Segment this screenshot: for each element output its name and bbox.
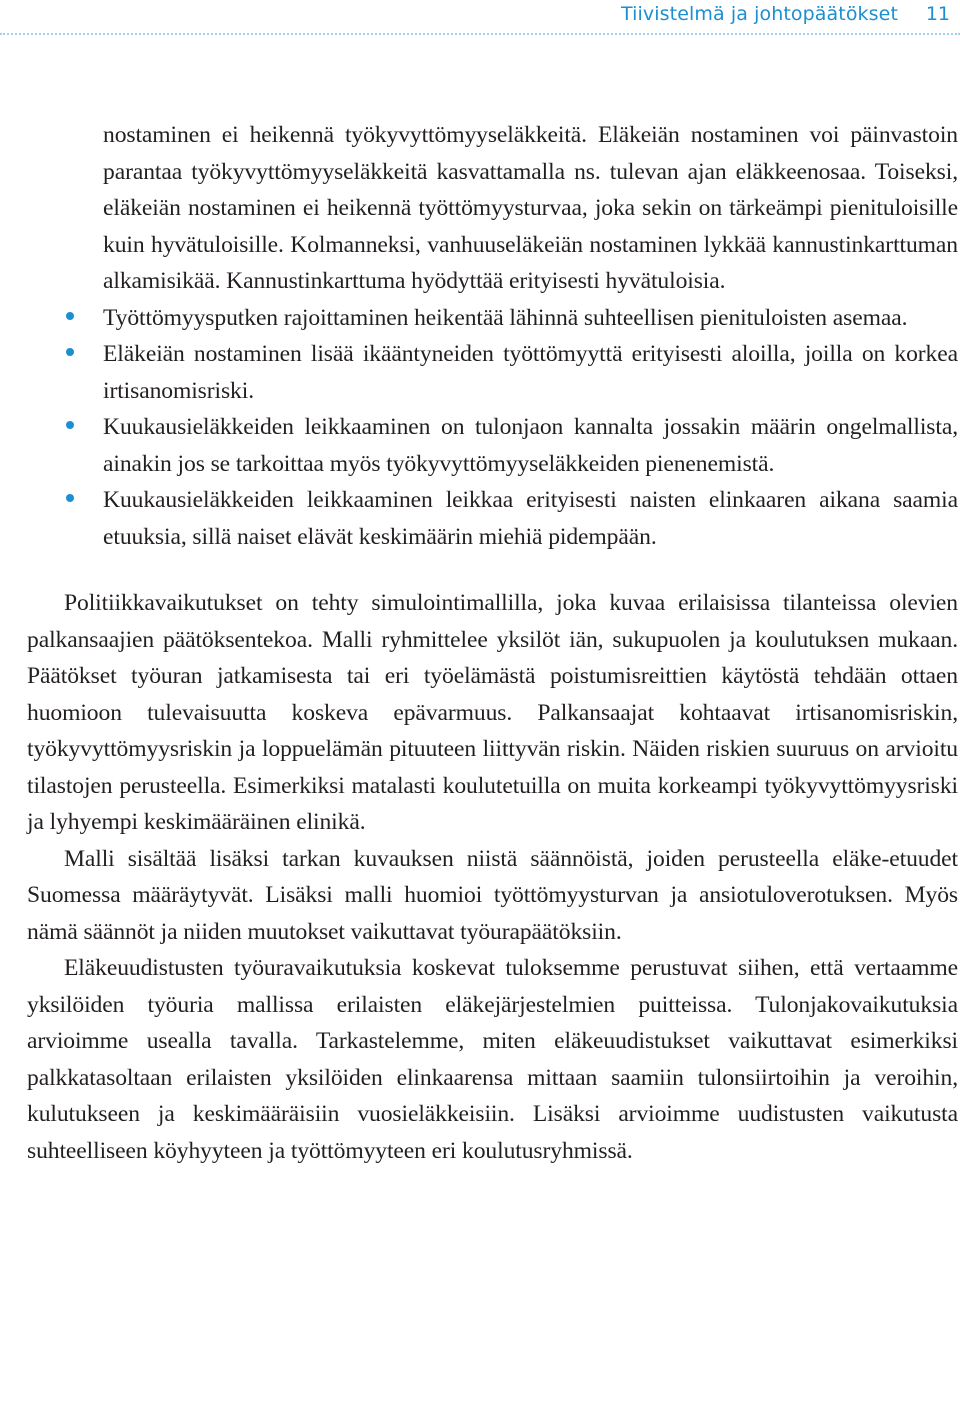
- continued-bullet-text: nostaminen ei heikennä työkyvyttömyyseläkkeitä. Eläkeiän nostaminen voi päinvastoin parantaa työkyvyttömyyseläkkeitä kasvattamalla ns. tulevan ajan eläkkeenosaa. Toiseksi, eläkeiän nostaminen ei heikennä työttömyysturvaa, joka sekin on tärkeämpi pienituloisille kuin hyvätuloisille. Kolmanneksi, vanhuuseläkeiän nostaminen lykkää kannustinkarttuman alkamisikää. Kannustinkarttuma hyödyttää erityisesti hyvätuloisia.: [103, 122, 958, 294]
- bullet-item: [27, 482, 958, 555]
- bullet-text: Kuukausieläkkeiden leikkaaminen on tulonjaon kannalta jossakin määrin ongelmallista, ainakin jos se tarkoittaa myös työkyvyttömyyseläkkeiden pienenemistä.: [103, 414, 958, 477]
- bullet-item: [27, 409, 958, 482]
- page-number: 11: [925, 3, 950, 25]
- bullet-item: [27, 336, 958, 409]
- section-title: Tiivistelmä ja johtopäätökset: [621, 3, 898, 25]
- running-header: [0, 0, 960, 34]
- body-paragraph: Politiikkavaikutukset on tehty simulointimallilla, joka kuvaa erilaisissa tilanteissa olevien palkansaajien päätöksentekoa. Malli ryhmittelee yksilöt iän, sukupuolen ja koulutuksen mukaan. Päätökset työuran jatkamisesta tai eri työelämästä poistumisreittien käytöstä tehdään ottaen huomioon tulevaisuutta koskeva epävarmuus. Palkansaajat kohtaavat irtisanomisriskin, työkyvyttömyysriskin ja loppuelämän pituuteen liittyvän riskin. Näiden riskien suuruus on arvioitu tilastojen perusteella. Esimerkiksi matalasti koulutetuilla on muita korkeampi työkyvyttömyysriski ja lyhyempi keskimääräinen elinikä.: [27, 590, 958, 835]
- bullet-list: [27, 300, 958, 556]
- bullet-text: Kuukausieläkkeiden leikkaaminen leikkaa erityisesti naisten elinkaaren aikana saamia etuuksia, sillä naiset elävät keskimäärin miehiä pidempään.: [103, 487, 958, 550]
- bullet-text: Eläkeiän nostaminen lisää ikääntyneiden työttömyyttä erityisesti aloilla, joilla on korkea irtisanomisriski.: [103, 341, 958, 404]
- bullet-dot-icon: [66, 312, 74, 320]
- body-paragraph: Eläkeuudistusten työuravaikutuksia koskevat tuloksemme perustuvat siihen, että vertaamme yksilöiden työuria mallissa erilaisten eläkejärjestelmien puitteissa. Tulonjakovaikutuksia arvioimme usealla tavalla. Tarkastelemme, miten eläkeuudistukset vaikuttavat esimerkiksi palkkatasoltaan erilaisten yksilöiden elinkaarensa mittaan saamiin tulonsiirtoihin ja veroihin, kulutukseen ja keskimääräisiin vuosieläkkeisiin. Lisäksi arvioimme uudistusten vaikutusta suhteelliseen köyhyyteen ja työttömyyteen eri koulutusryhmissä.: [27, 955, 958, 1164]
- header-dotted-rule: [0, 33, 960, 35]
- bullet-dot-icon: [66, 348, 74, 356]
- bullet-item: [27, 300, 958, 337]
- body-paragraph: Malli sisältää lisäksi tarkan kuvauksen niistä säännöistä, joiden perusteella eläke-etuudet Suomessa määräytyvät. Lisäksi malli huomioi työttömyysturvan ja ansiotuloverotuksen. Myös nämä säännöt ja niiden muutokset vaikuttavat työurapäätöksiin.: [27, 845, 958, 945]
- bullet-dot-icon: [66, 494, 74, 502]
- body-text: [27, 117, 958, 1169]
- bullet-dot-icon: [66, 421, 74, 429]
- bullet-text: Työttömyysputken rajoittaminen heikentää lähinnä suhteellisen pienituloisten asemaa.: [103, 304, 908, 331]
